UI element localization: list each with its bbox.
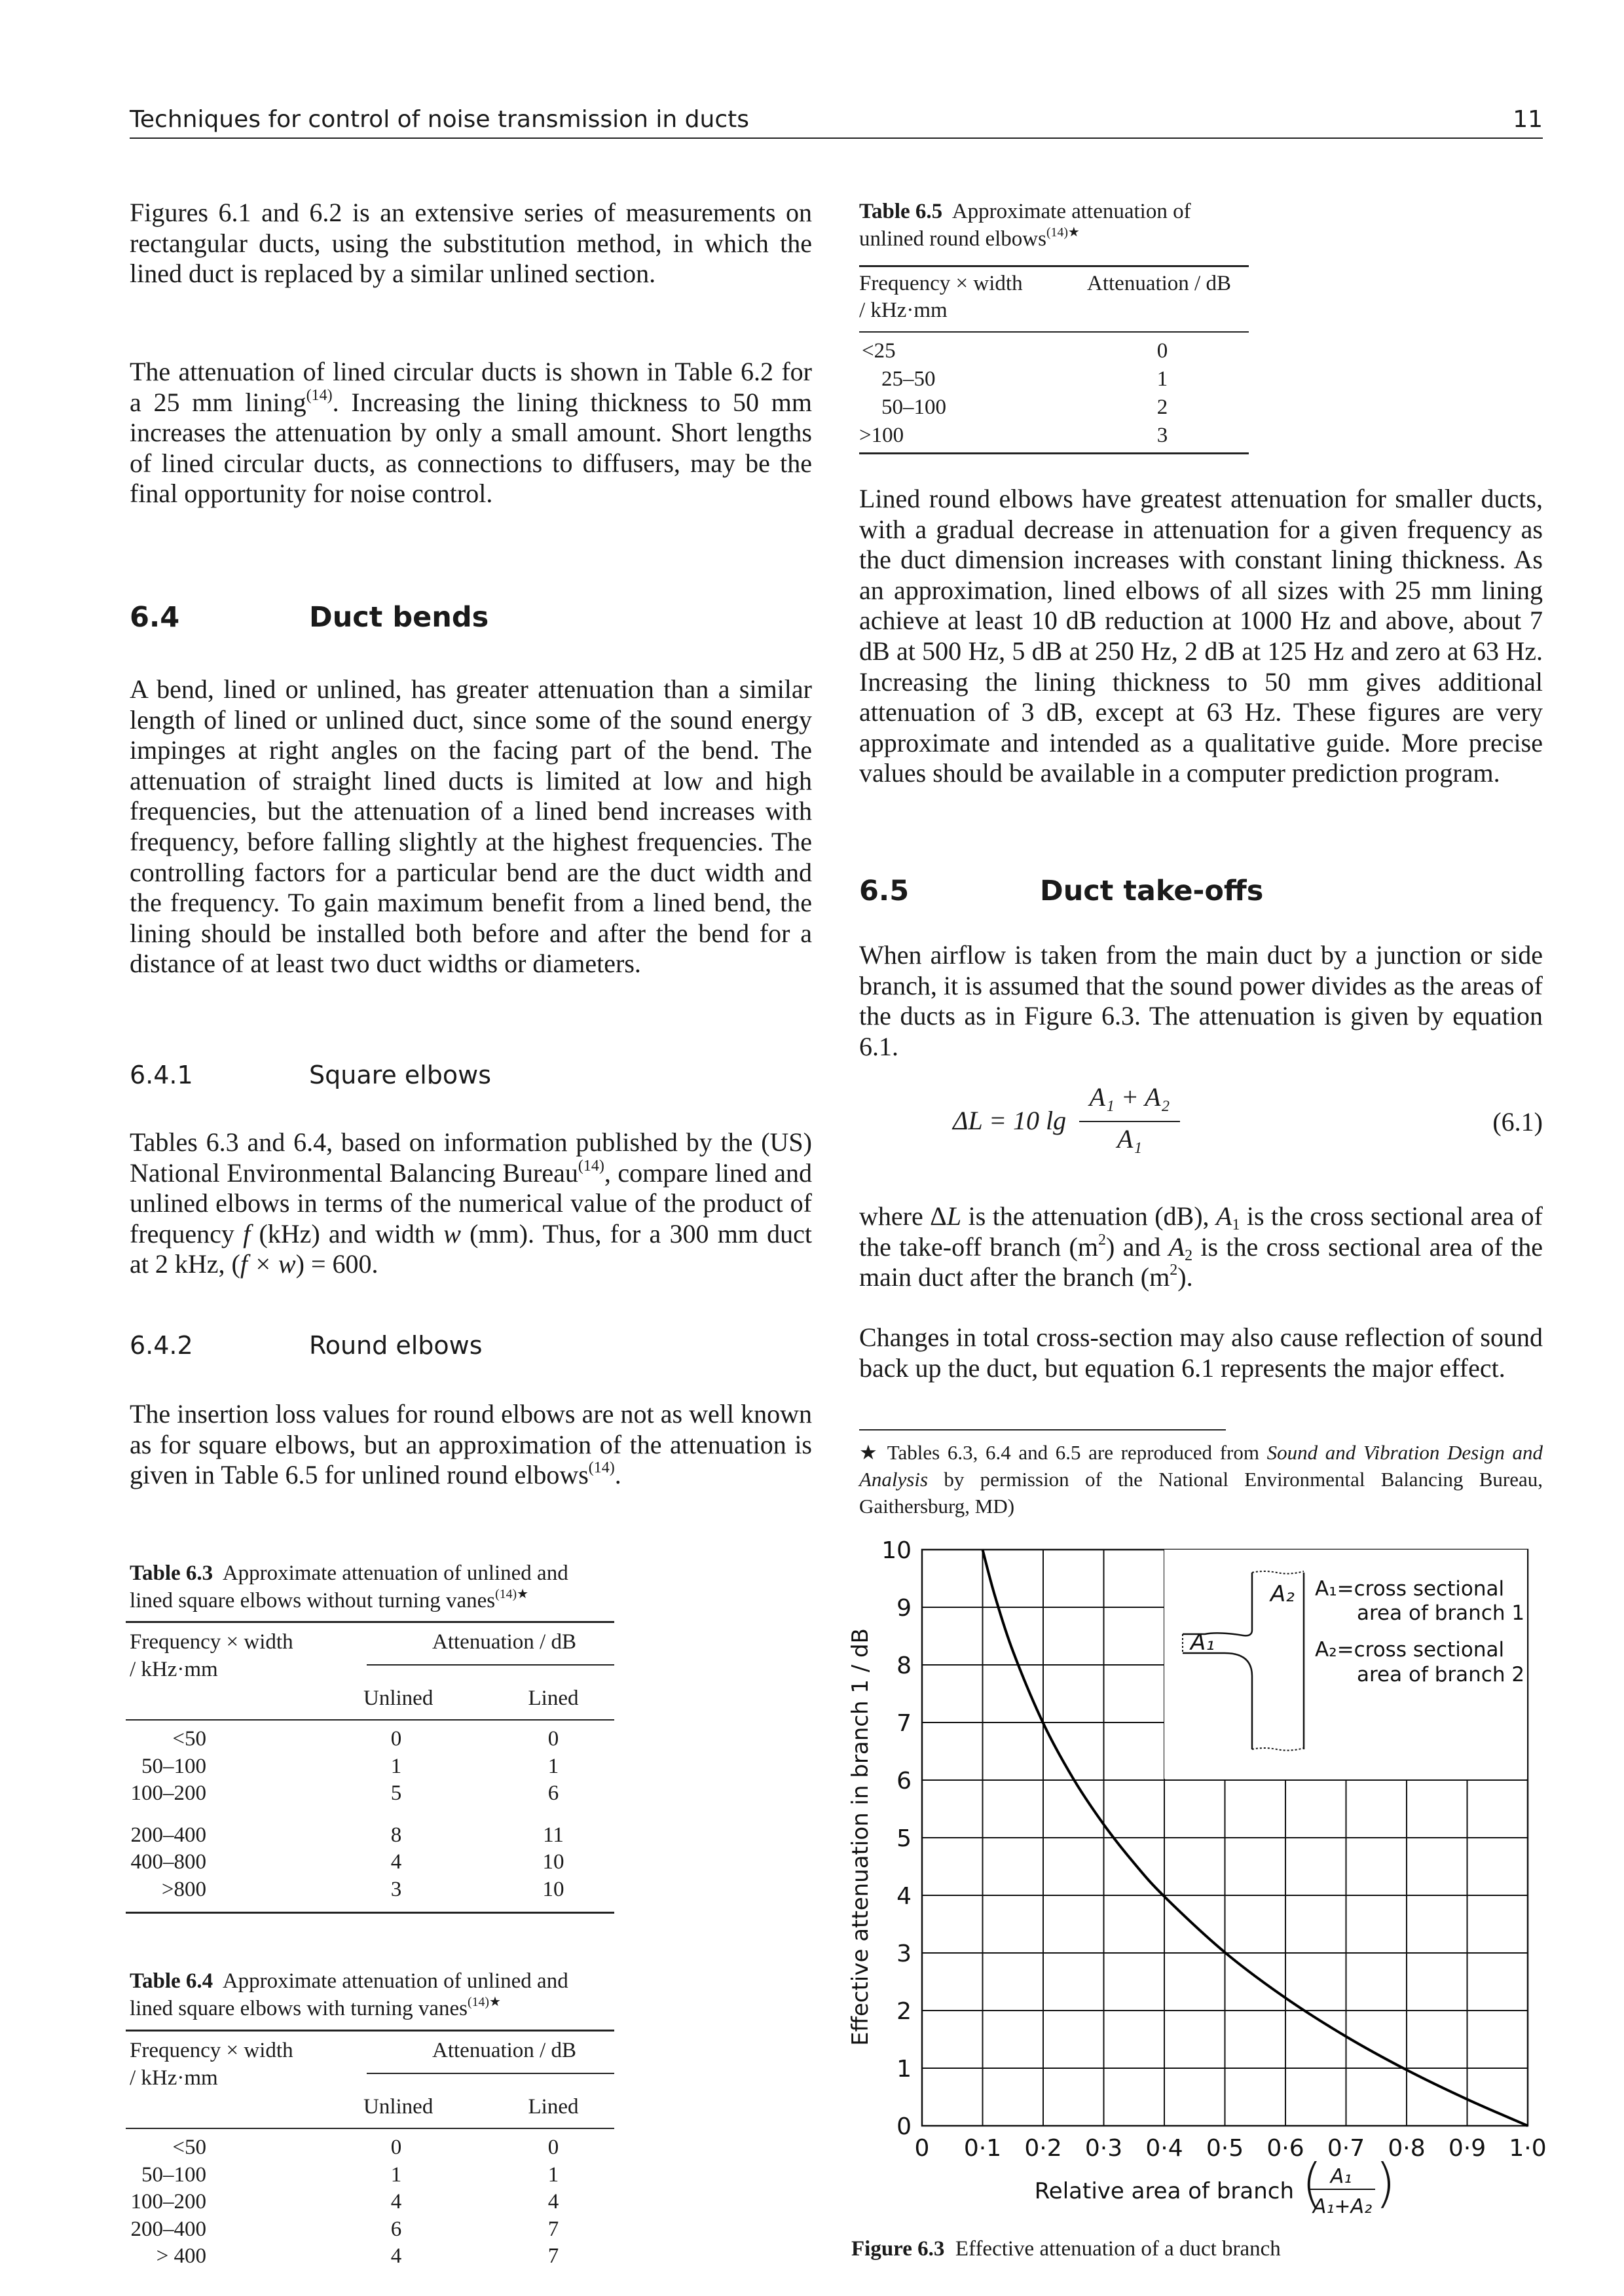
- cell-lined: 6: [547, 1781, 559, 1805]
- y-tick-label: 5: [896, 1825, 912, 1852]
- x-tick-label: 0·2: [1024, 2135, 1062, 2162]
- text-run: is the cross sectional area of the take-off branch (m: [859, 1201, 1543, 1262]
- paragraph: [859, 1322, 1543, 1383]
- text-run: The insertion loss values for round elbows are not as well known as for square elbows, but an approximation of the attenuation is given in Table 6.5 for unlined round elbows: [130, 1399, 812, 1490]
- column-header-unit: / kHz·mm: [130, 2066, 218, 2090]
- cell-unlined: 4: [390, 1850, 402, 1874]
- cell-attenuation: 2: [1156, 395, 1168, 419]
- x-tick-label: 0: [914, 2135, 930, 2162]
- column-header-lined: Lined: [528, 1686, 579, 1710]
- column-header-attenuation: Attenuation / dB: [1087, 272, 1231, 295]
- text-run: (14): [306, 386, 333, 404]
- text-run: . Increasing the lining thickness to 50 mm increases the attenuation by only a small amount. Short lengths of lined circular ducts, as connections to diffusers, may be the final opportunity for noise control.: [130, 387, 813, 509]
- table-top-rule: [859, 265, 1249, 267]
- text-run: by permission of the National Environmental Balancing Bureau, Gaithersburg, MD): [859, 1468, 1543, 1518]
- table-caption-text: Approximate attenuation of unlined round elbows: [859, 200, 1191, 251]
- cell-lined: 1: [547, 2162, 559, 2187]
- a1-label: A₁: [1190, 1630, 1215, 1656]
- cell-attenuation: 1: [1156, 367, 1168, 391]
- paren-left: (: [1302, 2153, 1323, 2214]
- table-caption-text: Approximate attenuation of unlined and lined square elbows with turning vanes: [130, 1969, 568, 2020]
- cell-lined: 11: [543, 1823, 564, 1847]
- column-header-attenuation: Attenuation / dB: [432, 1630, 576, 1654]
- x-tick-label: 1·0: [1509, 2135, 1547, 2162]
- cell-frequency: <50: [172, 1727, 206, 1751]
- cell-lined: 4: [547, 2190, 559, 2214]
- footnote-rule: [859, 1429, 1226, 1430]
- text-run: f × w: [240, 1249, 296, 1279]
- cell-unlined: 0: [390, 2136, 402, 2159]
- cell-attenuation: 0: [1156, 339, 1168, 363]
- cell-lined: 0: [547, 1727, 559, 1751]
- paragraph: [859, 1201, 1543, 1293]
- text-run: w: [443, 1218, 461, 1248]
- text-run: ★ Tables 6.3, 6.4 and 6.5 are reproduced from: [859, 1441, 1267, 1464]
- cell-frequency: 50–100: [141, 2162, 206, 2187]
- column-header-attenuation: Attenuation / dB: [432, 2039, 576, 2062]
- text-run: (14): [588, 1459, 615, 1477]
- subsection-number: 6.4.2: [130, 1331, 193, 1360]
- paragraph: [130, 674, 812, 979]
- subsection-heading: Square elbows: [309, 1061, 492, 1089]
- table-label: Table 6.5: [859, 200, 943, 223]
- text-run: 1: [1232, 1216, 1240, 1234]
- paragraph: [130, 198, 812, 289]
- column-header-lined: Lined: [528, 2095, 579, 2119]
- y-axis-label: Effective attenuation in branch 1 / dB: [847, 1628, 874, 2046]
- text-run: is the cross sectional area of the main duct after the branch (m: [859, 1231, 1543, 1292]
- table-header-rule: [859, 331, 1249, 333]
- table-top-rule: [126, 2030, 614, 2032]
- text-run: Tables 6.3 and 6.4, based on information published by the (US) National Environmental Balancing Bureau: [130, 1127, 812, 1188]
- page-number: 11: [1513, 106, 1543, 133]
- cell-frequency: 200–400: [130, 1823, 206, 1847]
- table-caption: [130, 1967, 614, 2022]
- table-label: Table 6.4: [130, 1969, 213, 1993]
- text-run: (kHz) and width: [250, 1218, 444, 1248]
- text-run: ) and: [1105, 1231, 1169, 1262]
- cell-frequency: 200–400: [130, 2217, 206, 2241]
- cell-unlined: 4: [390, 2244, 402, 2268]
- fraction-bar: [1079, 1121, 1180, 1122]
- y-tick-label: 0: [896, 2113, 912, 2140]
- table-caption-ref: (14)★: [495, 1587, 528, 1602]
- text-run: Sound and Vibration Design and Analysis: [859, 1441, 1543, 1491]
- x-tick-label: 0·1: [963, 2135, 1002, 2162]
- legend-a2-line1: A₂=cross sectional: [1315, 1638, 1505, 1662]
- equation-lhs: ΔL = 10 lg: [953, 1106, 1067, 1135]
- paragraph: [130, 1127, 812, 1280]
- text-run: ).: [1177, 1262, 1193, 1292]
- text-run: A: [1168, 1231, 1185, 1262]
- table-header-rule: [126, 2128, 614, 2129]
- cell-lined: 1: [547, 1754, 559, 1778]
- cell-unlined: 6: [390, 2217, 402, 2241]
- text-run: The attenuation of lined circular ducts is shown in Table 6.2 for a 25 mm lining: [130, 357, 812, 417]
- legend-a1-line1: A₁=cross sectional: [1315, 1577, 1505, 1601]
- cell-frequency: 50–100: [141, 1754, 206, 1778]
- attenuation-subrule: [367, 2073, 614, 2074]
- table-caption: [859, 198, 1226, 253]
- text-run: A: [1216, 1201, 1232, 1231]
- cell-frequency: 400–800: [130, 1850, 206, 1874]
- cell-frequency: 25–50: [881, 367, 936, 391]
- table-caption-ref: (14)★: [1046, 225, 1080, 240]
- running-header-title: Techniques for control of noise transmission in ducts: [130, 106, 749, 133]
- x-tick-label: 0·7: [1327, 2135, 1365, 2162]
- paragraph: [859, 484, 1543, 789]
- cell-frequency: <50: [172, 2136, 206, 2159]
- header-rule: [130, 137, 1543, 139]
- cell-frequency: 100–200: [130, 2190, 206, 2214]
- column-header-unit: / kHz·mm: [859, 299, 948, 322]
- table-caption-ref: (14)★: [467, 1995, 501, 2010]
- x-tick-label: 0·6: [1266, 2135, 1304, 2162]
- cell-unlined: 5: [390, 1781, 402, 1805]
- y-tick-label: 3: [896, 1941, 912, 1967]
- text-run: where Δ: [859, 1201, 947, 1231]
- y-tick-label: 8: [896, 1652, 912, 1679]
- cell-lined: 7: [547, 2244, 559, 2268]
- section-heading: Duct bends: [309, 601, 489, 634]
- x-tick-label: 0·9: [1448, 2135, 1486, 2162]
- legend-a1-line2: area of branch 1: [1357, 1601, 1525, 1625]
- y-tick-label: 1: [896, 2056, 912, 2083]
- text-run: Lined round elbows have greatest attenuation for smaller ducts, with a gradual decrease in attenuation for a given frequency as the duct dimension increases with constant lining thickness. As an approximation, lined elbows of all sizes with 25 mm lining achieve at least 10 dB reduction at 1000 Hz and above, about 7 dB at 500 Hz, 5 dB at 250 Hz, 2 dB at 125 Hz and zero at 63 Hz. Increasing the lining thickness to 50 mm gives additional attenuation of 3 dB, except at 63 Hz. These figures are very approximate and intended as a qualitative guide. More precise values should be available in a computer prediction program.: [859, 484, 1543, 788]
- column-header-frequency: Frequency × width: [130, 1630, 293, 1654]
- cell-unlined: 0: [390, 1727, 402, 1751]
- x-axis-label: Relative area of branch: [1034, 2178, 1294, 2204]
- a2-label: A₂: [1270, 1581, 1295, 1607]
- cell-lined: 7: [547, 2217, 559, 2241]
- table-bottom-rule: [126, 1912, 614, 1914]
- cell-lined: 10: [542, 1877, 564, 1901]
- text-run: 2: [1170, 1262, 1178, 1279]
- y-tick-label: 7: [896, 1710, 912, 1737]
- x-tick-label: 0·4: [1145, 2135, 1183, 2162]
- text-run: 2: [1185, 1247, 1193, 1264]
- text-run: (mm). Thus, for a 300 mm duct at 2 kHz, (: [130, 1218, 812, 1279]
- cell-unlined: 1: [390, 2162, 402, 2187]
- table-header-rule: [126, 1719, 614, 1721]
- footnote: [859, 1439, 1543, 1520]
- legend-a2-line2: area of branch 2: [1357, 1663, 1525, 1686]
- paragraph: [130, 1399, 812, 1491]
- x-label-numerator: A₁: [1330, 2165, 1352, 2188]
- column-header-unlined: Unlined: [363, 2095, 434, 2119]
- equation-numerator: A₁ + A₂: [1089, 1082, 1170, 1112]
- table-top-rule: [126, 1621, 614, 1623]
- cell-lined: 10: [542, 1850, 564, 1874]
- section-number: 6.5: [859, 875, 910, 907]
- cell-frequency: >100: [859, 424, 904, 447]
- y-tick-label: 4: [896, 1883, 912, 1910]
- cell-frequency: 50–100: [881, 395, 946, 419]
- table-label: Table 6.3: [130, 1561, 213, 1585]
- cell-frequency: 100–200: [130, 1781, 206, 1805]
- text-run: Figures 6.1 and 6.2 is an extensive series of measurements on rectangular ducts, using the substitution method, in which the lined duct is replaced by a similar unlined section.: [130, 198, 812, 289]
- figure-caption: [851, 2235, 1281, 2263]
- text-run: L: [946, 1201, 962, 1231]
- table-caption: [130, 1559, 614, 1614]
- x-tick-label: 0·5: [1206, 2135, 1244, 2162]
- cell-lined: 0: [547, 2136, 559, 2159]
- paragraph: [859, 940, 1543, 1062]
- text-run: A bend, lined or unlined, has greater attenuation than a similar length of lined or unlined duct, since some of the sound energy impinges at right angles on the facing part of the bend. The attenuation of straight lined ducts is limited at low and high frequencies, but the attenuation of a lined bend increases with frequency, before falling slightly at the highest frequencies. The controlling factors for a particular bend are the duct width and the frequency. To gain maximum benefit from a lined bend, the lining should be installed both before and after the bend for a distance of at least two duct widths or diameters.: [130, 674, 812, 979]
- cell-frequency: >800: [161, 1877, 206, 1901]
- cell-frequency: <25: [862, 339, 896, 363]
- text-run: is the attenuation (dB),: [961, 1201, 1217, 1231]
- column-header-unit: / kHz·mm: [130, 1658, 218, 1681]
- section-number: 6.4: [130, 601, 180, 634]
- figure-label: Figure 6.3: [851, 2237, 945, 2261]
- text-run: ) = 600.: [295, 1249, 378, 1279]
- paren-right: ): [1375, 2153, 1396, 2214]
- y-tick-label: 9: [896, 1595, 912, 1622]
- table-caption-text: Approximate attenuation of unlined and lined square elbows without turning vanes: [130, 1561, 568, 1613]
- cell-attenuation: 3: [1156, 424, 1168, 447]
- section-heading: Duct take-offs: [1040, 875, 1264, 907]
- text-run: 2: [1098, 1231, 1106, 1248]
- cell-frequency: > 400: [156, 2244, 206, 2268]
- x-tick-label: 0·3: [1084, 2135, 1123, 2162]
- text-run: f: [243, 1218, 251, 1248]
- equation-denominator: A₁: [1116, 1124, 1143, 1154]
- cell-unlined: 8: [390, 1823, 402, 1847]
- equation-number: (6.1): [1492, 1107, 1543, 1137]
- figure-caption-text: Effective attenuation of a duct branch: [955, 2237, 1281, 2261]
- y-tick-label: 10: [881, 1537, 912, 1564]
- subsection-number: 6.4.1: [130, 1061, 193, 1089]
- y-tick-label: 6: [896, 1768, 912, 1795]
- text-run: Changes in total cross-section may also cause reflection of sound back up the duct, but equation 6.1 represents the major effect.: [859, 1322, 1543, 1383]
- cell-unlined: 4: [390, 2190, 402, 2214]
- figure-6-3-chart: [847, 1532, 1572, 2278]
- subsection-heading: Round elbows: [309, 1331, 483, 1360]
- attenuation-subrule: [367, 1664, 614, 1666]
- text-run: , compare lined and unlined elbows in terms of the numerical value of the product of frequency: [130, 1157, 812, 1248]
- x-label-denominator: A₁+A₂: [1312, 2195, 1373, 2218]
- column-header-unlined: Unlined: [363, 1686, 434, 1710]
- cell-unlined: 1: [390, 1754, 402, 1778]
- x-tick-label: 0·8: [1388, 2135, 1426, 2162]
- text-run: .: [614, 1460, 621, 1490]
- cell-unlined: 3: [390, 1877, 402, 1901]
- paragraph: [130, 357, 812, 509]
- y-tick-label: 2: [896, 1998, 912, 2025]
- table-bottom-rule: [859, 452, 1249, 454]
- text-run: (14): [578, 1157, 604, 1175]
- text-run: When airflow is taken from the main duct by a junction or side branch, it is assumed that the sound power divides as the areas of the ducts as in Figure 6.3. The attenuation is given by equation 6.1.: [859, 940, 1543, 1061]
- column-header-frequency: Frequency × width: [859, 272, 1023, 295]
- column-header-frequency: Frequency × width: [130, 2039, 293, 2062]
